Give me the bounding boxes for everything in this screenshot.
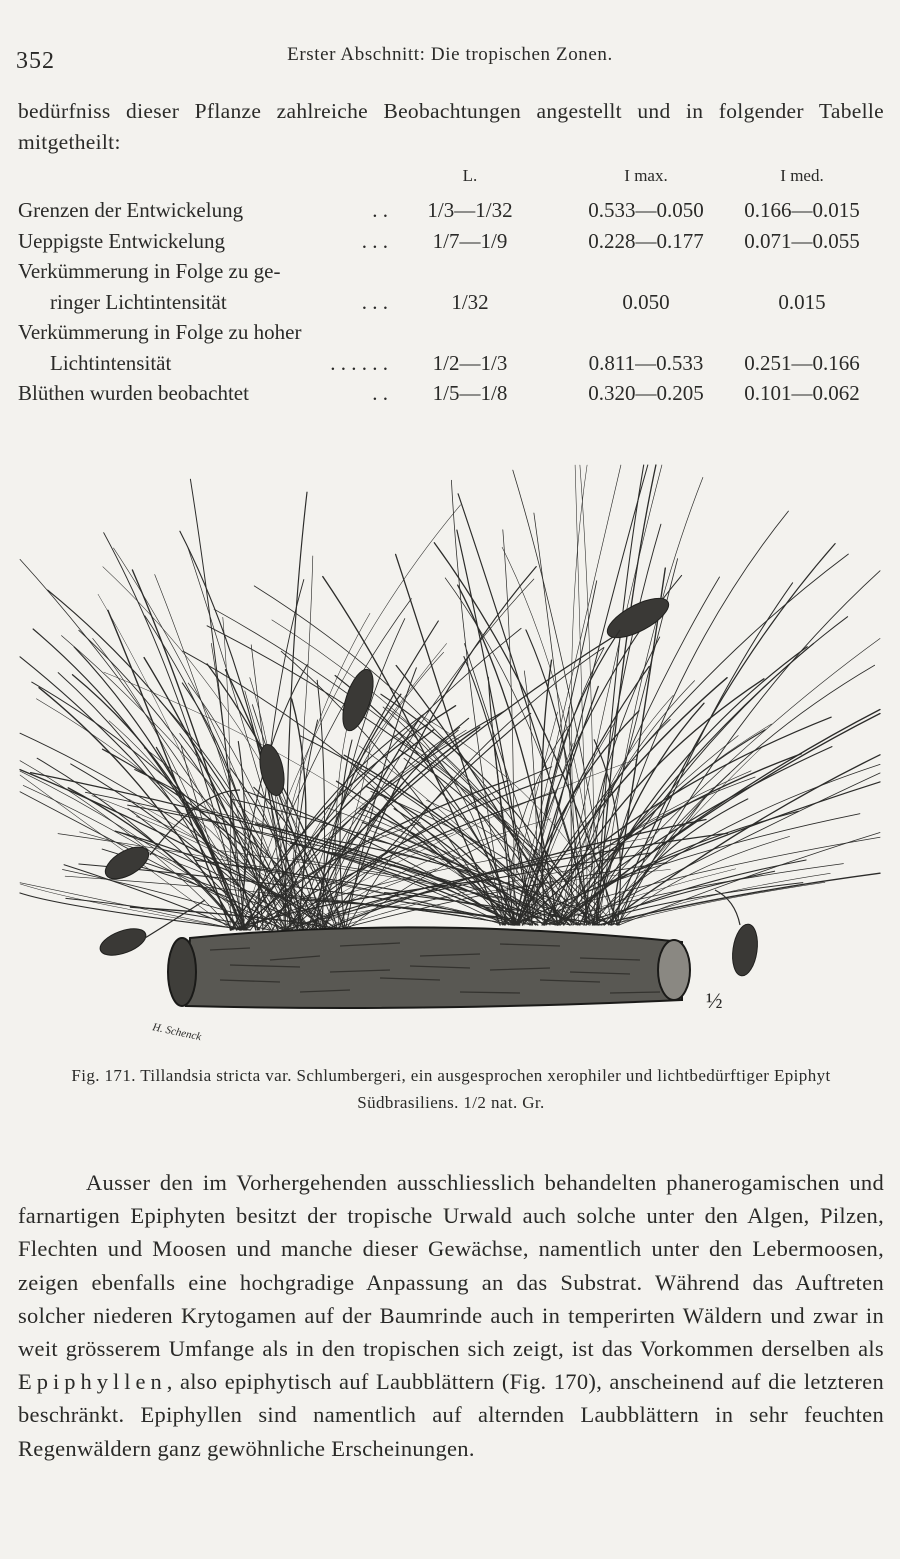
row-leader: . . bbox=[372, 198, 388, 222]
imax-value: 0.228—0.177 bbox=[588, 228, 704, 253]
imed-value: 0.015 bbox=[778, 289, 826, 314]
imax-value: 0.050 bbox=[622, 289, 670, 314]
row-label: Verkümmerung in Folge zu hoher bbox=[18, 320, 302, 344]
body-part-2: , also epiphytisch auf Laubblättern (Fig. 170), anscheinend auf die letzteren beschränkt. Epiphyllen sind namentlich auf alternden Laubblättern in sehr feuchten Regenwäldern ganz gewöhnliche Erscheinungen. bbox=[18, 1369, 884, 1461]
caption-lead: Fig. 171. bbox=[71, 1066, 136, 1085]
figure-caption bbox=[20, 1062, 882, 1116]
row-label: Ueppigste Entwickelung bbox=[18, 228, 226, 253]
table-row bbox=[18, 259, 888, 289]
grass-blade bbox=[613, 665, 875, 925]
row-label: ringer Lichtintensität bbox=[50, 289, 227, 314]
grass-blade bbox=[564, 643, 814, 925]
l-value: 1/5—1/8 bbox=[432, 381, 508, 405]
caption-text: Tillandsia stricta var. Schlumbergeri, ein ausgesprochen xerophiler und lichtbedürftiger Epiphyt Südbrasiliens. bbox=[140, 1066, 831, 1112]
row-label: Lichtintensität bbox=[50, 350, 172, 375]
column-header-imax: I max. bbox=[624, 166, 668, 185]
imed-value: 0.251—0.166 bbox=[744, 350, 860, 375]
figure-171 bbox=[0, 460, 900, 1050]
imed-value: 0.101—0.062 bbox=[744, 381, 860, 405]
scale-mark: ½ bbox=[706, 988, 723, 1013]
grass-blade bbox=[451, 480, 505, 925]
imed-value: 0.071—0.055 bbox=[744, 228, 860, 253]
l-value: 1/32 bbox=[451, 289, 489, 314]
intro-paragraph: bedürfniss dieser Pflanze zahlreiche Beobachtungen angestellt und in folgender Tabelle mitgetheilt: bbox=[18, 99, 884, 154]
grass-blade bbox=[514, 465, 621, 925]
grass-blade bbox=[604, 755, 880, 925]
imax-value: 0.533—0.050 bbox=[588, 198, 704, 222]
grass-blade bbox=[544, 679, 764, 925]
table-row bbox=[18, 351, 888, 381]
l-value: 1/3—1/32 bbox=[427, 198, 513, 222]
branch-log bbox=[168, 927, 690, 1008]
flower-spikes bbox=[97, 591, 761, 978]
body-paragraph bbox=[18, 1166, 884, 1465]
table-row bbox=[18, 320, 888, 350]
column-header-l: L. bbox=[462, 166, 478, 185]
body-part-1: Ausser den im Vorhergehenden ausschliesslich behandelten phanerogamischen und farnartigen Epiphyten besitzt der tropische Urwald auch solche unter den Algen, Pilzen, Flechten und Moosen und manche dieser Gewächse, namentlich unter den Lebermoosen, zeigen ebenfalls eine hochgradige Anpassung an das Substrat. Während das Auftreten solcher niederen Krytogamen auf der Baumrinde auch in temperirten Wäldern und zwar in weit grösserem Umfange als in den tropischen sich zeigt, ist das Vorkommen derselben als bbox=[18, 1170, 884, 1362]
grass-blade bbox=[272, 620, 576, 925]
caption-scale: 1/2 nat. Gr. bbox=[463, 1093, 545, 1112]
l-value: 1/2—1/3 bbox=[432, 350, 508, 375]
row-label: Verkümmerung in Folge zu ge- bbox=[18, 259, 281, 283]
imed-value: 0.166—0.015 bbox=[744, 198, 860, 222]
row-leader: . . . . . . bbox=[330, 350, 388, 375]
table-row bbox=[18, 229, 888, 259]
table-row bbox=[18, 290, 888, 320]
table-row bbox=[18, 381, 888, 411]
imax-value: 0.320—0.205 bbox=[588, 381, 704, 405]
row-leader: . . . bbox=[361, 289, 388, 314]
page-number: 352 bbox=[16, 48, 55, 74]
grass-blade bbox=[458, 494, 594, 925]
table-row bbox=[18, 198, 888, 228]
row-leader: . . . bbox=[361, 228, 388, 253]
tillandsia-illustration bbox=[0, 460, 900, 1050]
imax-value: 0.811—0.533 bbox=[588, 350, 704, 375]
l-value: 1/7—1/9 bbox=[432, 228, 508, 253]
running-head: Erster Abschnitt: Die tropischen Zonen. bbox=[287, 44, 613, 65]
row-leader: . . bbox=[372, 381, 388, 405]
column-header-imed: I med. bbox=[780, 166, 824, 185]
term-epiphyllen: Epiphyllen bbox=[18, 1369, 167, 1395]
artist-signature: H. Schenck bbox=[151, 1021, 203, 1044]
table-header-row bbox=[18, 166, 888, 196]
row-label: Grenzen der Entwickelung bbox=[18, 198, 244, 222]
row-label: Blüthen wurden beobachtet bbox=[18, 381, 249, 405]
grass-blade bbox=[518, 581, 597, 925]
